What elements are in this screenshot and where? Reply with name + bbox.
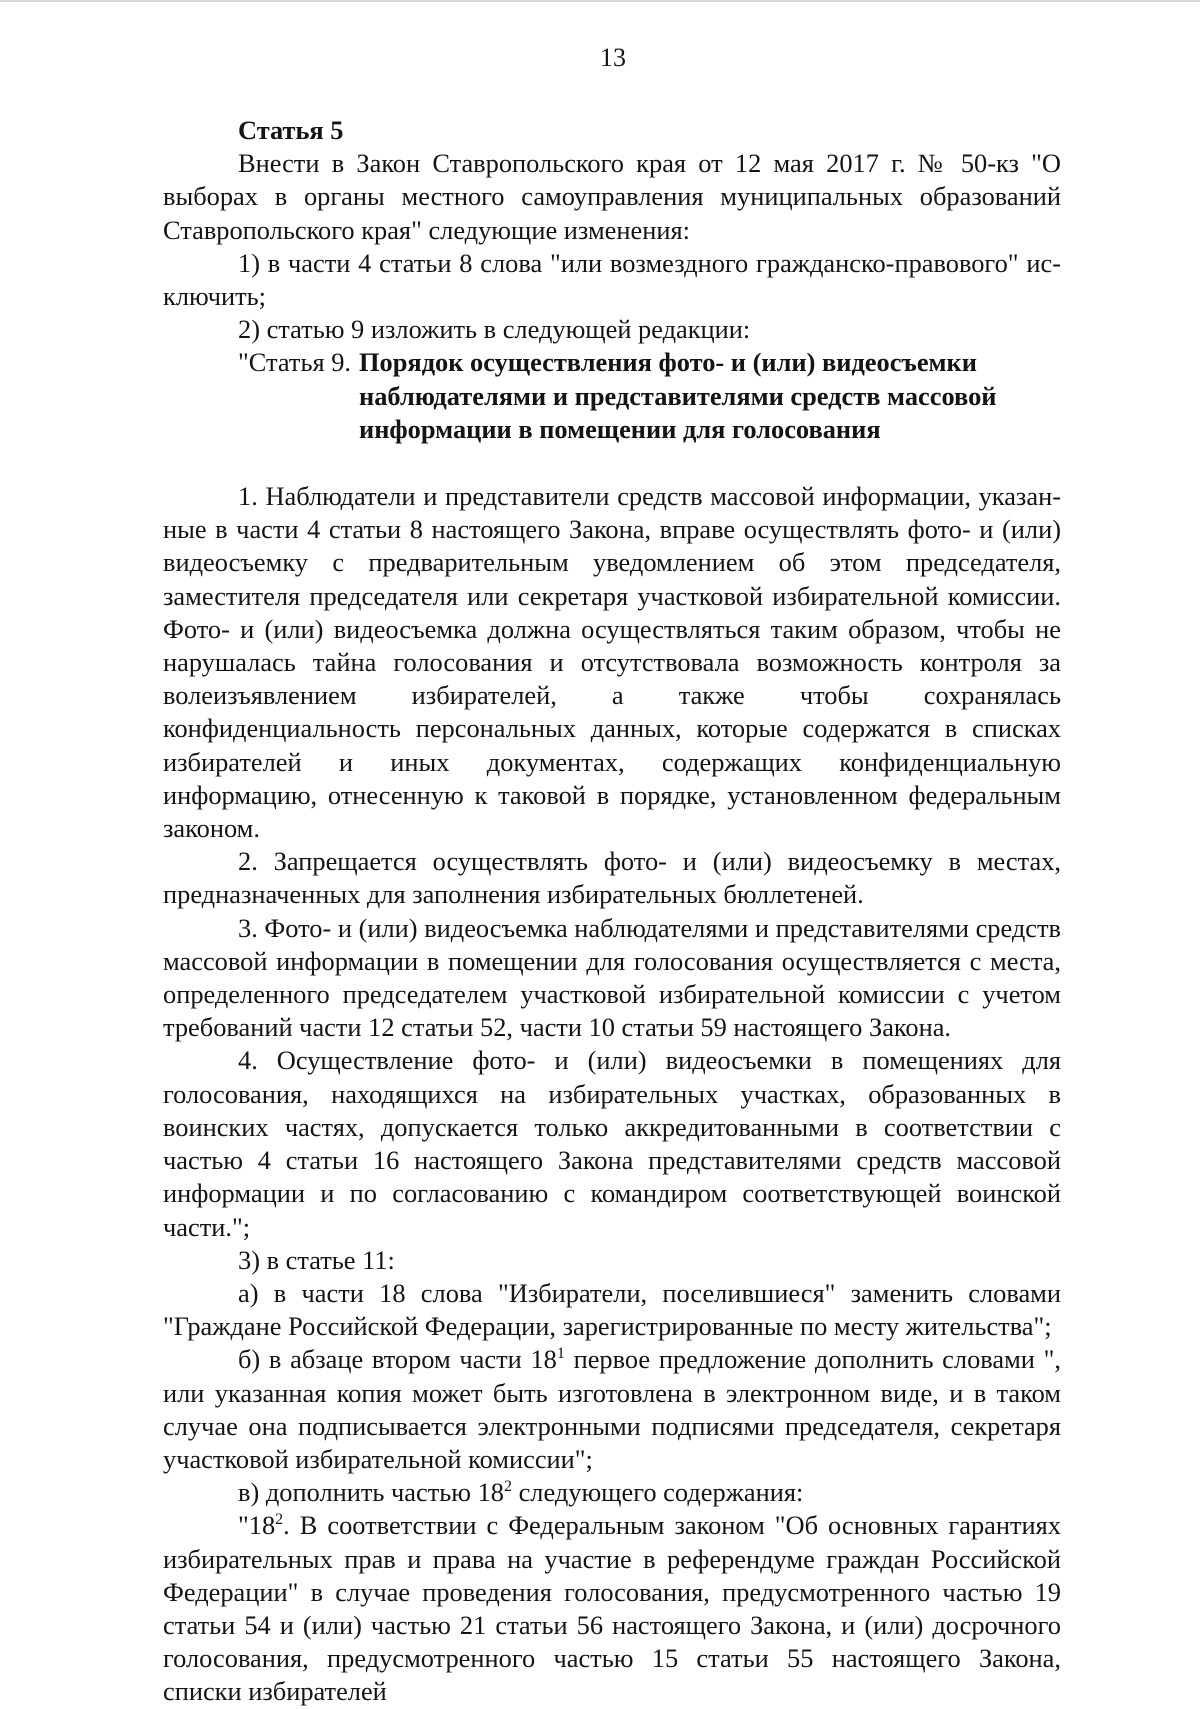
amendment-item-3b	[163, 1343, 1061, 1476]
item-3c-text-start: в) дополнить частью 18	[238, 1477, 504, 1508]
article-heading: Статья 5	[238, 115, 344, 145]
part-18-2-text-end: . В соответствии с Федеральным законом "Об основных гарантиях избирательных прав и права на участие в референдуме граждан Российской Федерации" в случае проведения голосования, предусмотренного частью 19 статьи 54 и (или) частью 21 статьи 56 настоящего Закона, и (или) досрочного голосования, предусмотренного частью 15 статьи 55 настоящего Закона, списки избирателей	[163, 1510, 1061, 1707]
page-number: 13	[600, 43, 626, 72]
amendment-item-1: 1) в части 4 статьи 8 слова "или возмездного гражданско-правового" исключить;	[163, 247, 1061, 312]
item-3b-text-start: б) в абзаце втором части 18	[238, 1344, 557, 1375]
new-article-number: "Статья 9.	[238, 347, 352, 378]
document-body	[163, 114, 1061, 1709]
quoted-part-18-2	[163, 1509, 1061, 1708]
item-3c-text-end: следующего содержания:	[512, 1477, 804, 1508]
item-3b-text-end: первое предложение дополнить словами ", или указанная копия может быть изготовлена в электронном виде, и в таком случае она подписывается электронными подписями председателя, секретаря участковой избирательной комиссии";	[163, 1344, 1061, 1474]
amendment-item-3c	[163, 1476, 1061, 1509]
article-9-part-4: 4. Осуществление фото- и (или) видеосъемки в помещениях для голосования, находящихся на избирательных участках, образованных в воинских частях, допускается только аккредитованными в соответствии с частью 4 статьи 16 настоящего Закона представителями средств массовой информации и по согласованию с командиром соответствующей воинской части.";	[163, 1045, 1061, 1242]
new-article-heading	[163, 346, 1061, 446]
article-9-part-1: 1. Наблюдатели и представители средств массовой информации, указанные в части 4 статьи 8 настоящего Закона, вправе осуществлять фото- и (или) видеосъемку с предварительным уведомлением об этом председателя, заместителя председателя или секретаря участковой избирательной комиссии. Фото- и (или) видеосъемка должна осуществляться таким образом, чтобы не нарушалась тайна голосования и отсутствовала возможность контроля за волеизъявлением избирателей, а также чтобы сохранялась конфиденциальность персональных данных, которые содержатся в списках избирателей и иных документах, содержащих конфиденциальную информацию, отнесенную к таковой в порядке, установленном федеральным законом.	[163, 481, 1061, 844]
intro-paragraph: Внести в Закон Ставропольского края от 12 мая 2017 г. № 50-кз "О выборах в органы местного самоуправления муниципальных образований Ставропольского края" следующие изменения:	[163, 148, 1061, 245]
amendment-item-2: 2) статью 9 изложить в следующей редакции:	[238, 314, 751, 345]
article-9-part-2: 2. Запрещается осуществлять фото- и (или) видеосъемку в местах, предназначенных для заполнения избирательных бюллетеней.	[163, 846, 1061, 910]
article-9-part-3: 3. Фото- и (или) видеосъемка наблюдателями и представителями средств массовой информации в помещении для голосования осуществляется с места, определенного председателем участковой избирательной комиссии с учетом требований части 12 статьи 52, части 10 статьи 59 настоящего Закона.	[163, 912, 1061, 1043]
amendment-item-3a: а) в части 18 слова "Избиратели, поселившиеся" заменить словами "Граждане Российской Федерации, зарегистрированные по месту жительства";	[163, 1277, 1061, 1342]
part-18-2-superscript: 2	[275, 1511, 284, 1529]
item-3c-superscript: 2	[504, 1478, 512, 1496]
part-18-2-text-start: "18	[238, 1510, 276, 1541]
scan-top-edge	[0, 0, 1200, 2]
new-article-title: Порядок осуществления фото- и (или) видеосъемки наблюдателями и представителями средств массовой информации в помещении для голосования	[359, 347, 997, 444]
item-3b-superscript: 1	[556, 1345, 565, 1363]
amendment-item-3: 3) в статье 11:	[238, 1244, 395, 1275]
